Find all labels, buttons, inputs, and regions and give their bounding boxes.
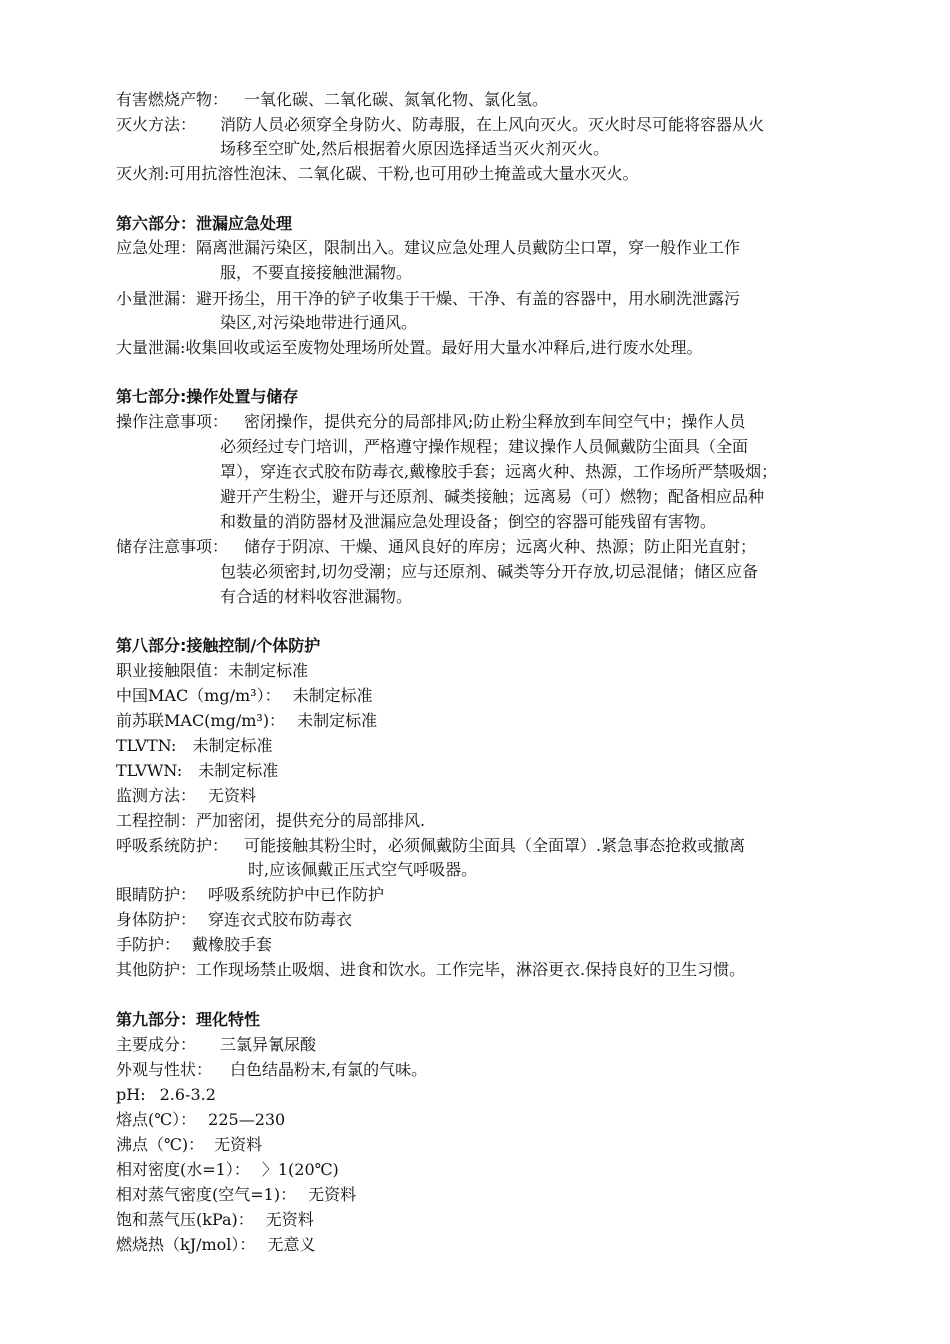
- label: 身体防护：: [116, 910, 197, 929]
- value: 225—230: [208, 1110, 286, 1129]
- line-fire-fighting-method: [116, 114, 764, 136]
- section-title-9: 第九部分：理化特性: [116, 1010, 261, 1029]
- value: 避开扬尘，用干净的铲子收集于干燥、干净、有盖的容器中，用水刷洗泄露污: [196, 289, 741, 308]
- line-storage-precautions: [116, 536, 756, 558]
- value: 白色结晶粉末,有氯的气味。: [230, 1060, 428, 1079]
- section-title-8: 第八部分:接触控制/个体防护: [116, 636, 321, 655]
- label: 相对蒸气密度(空气=1)：: [116, 1185, 297, 1204]
- label: 应急处理：: [116, 238, 197, 257]
- line-extinguishing-agent: 灭火剂:可用抗溶性泡沫、二氧化碳、干粉,也可用砂土掩盖或大量水灭火。: [116, 164, 639, 183]
- label: 监测方法：: [116, 786, 197, 805]
- line-engineering-control: 工程控制：严加密闭，提供充分的局部排风.: [116, 811, 426, 830]
- value: 未制定标准: [292, 686, 373, 705]
- line-respiratory-protection: [116, 835, 745, 857]
- label: pH:: [116, 1085, 146, 1104]
- line-melting-point: [116, 1109, 285, 1131]
- label: TLVWN:: [116, 761, 183, 780]
- line-respiratory-protection-cont: 时,应该佩戴正压式空气呼吸器。: [248, 860, 478, 879]
- line-large-leak: 大量泄漏:收集回收或运至废物处理场所处置。最好用大量水冲释后,进行废水处理。: [116, 338, 703, 357]
- label: 沸点（℃)：: [116, 1135, 205, 1154]
- section-title-7: 第七部分:操作处置与储存: [116, 387, 299, 406]
- label: 饱和蒸气压(kPa)：: [116, 1210, 254, 1229]
- value: 无资料: [308, 1185, 357, 1204]
- line-monitoring-method: [116, 785, 256, 807]
- line-handling-cont-4: 和数量的消防器材及泄漏应急处理设备；倒空的容器可能残留有害物。: [220, 512, 717, 531]
- label: 灭火方法：: [116, 115, 197, 134]
- value: 戴橡胶手套: [192, 935, 273, 954]
- line-heat-of-combustion: [116, 1234, 315, 1256]
- label: 手防护：: [116, 935, 181, 954]
- line-saturated-vapor-pressure: [116, 1209, 314, 1231]
- label: 眼睛防护：: [116, 885, 197, 904]
- label: 燃烧热（kJ/mol）：: [116, 1235, 256, 1254]
- line-storage-cont-1: 包装必须密封,切勿受潮；应与还原剂、碱类等分开存放,切忌混储；储区应备: [220, 562, 759, 581]
- line-ph: [116, 1084, 216, 1106]
- label: 呼吸系统防护：: [116, 836, 229, 855]
- line-storage-cont-2: 有合适的材料收容泄漏物。: [220, 587, 413, 606]
- line-appearance: [116, 1059, 427, 1081]
- value: 未制定标准: [192, 736, 273, 755]
- line-hazardous-combustion-products: [116, 89, 548, 111]
- value: 密闭操作，提供充分的局部排风;防止粉尘释放到车间空气中；操作人员: [244, 412, 746, 431]
- label: 操作注意事项：: [116, 412, 229, 431]
- value: 呼吸系统防护中已作防护: [208, 885, 385, 904]
- line-boiling-point: [116, 1134, 262, 1156]
- value: 三氯异氰尿酸: [220, 1035, 317, 1054]
- value: 隔离泄漏污染区，限制出入。建议应急处理人员戴防尘口罩，穿一般作业工作: [196, 238, 741, 257]
- line-fire-fighting-method-cont: 场移至空旷处,然后根据着火原因选择适当灭火剂灭火。: [220, 139, 610, 158]
- line-body-protection: [116, 909, 352, 931]
- line-main-component: [116, 1034, 316, 1056]
- line-hand-protection: [116, 934, 272, 956]
- line-eye-protection: [116, 884, 384, 906]
- value: 一氧化碳、二氧化碳、氮氧化物、氯化氢。: [244, 90, 549, 109]
- line-china-mac: [116, 685, 373, 707]
- line-exposure-limit: 职业接触限值：未制定标准: [116, 661, 309, 680]
- label: 前苏联MAC(mg/m³)：: [116, 711, 286, 730]
- label: 储存注意事项：: [116, 537, 229, 556]
- value: 〉1(20℃): [261, 1160, 339, 1179]
- line-emergency-treatment-cont: 服，不要直接接触泄漏物。: [220, 263, 413, 282]
- line-handling-precautions: [116, 411, 745, 433]
- value: 穿连衣式胶布防毒衣: [208, 910, 353, 929]
- value: 可能接触其粉尘时，必须佩戴防尘面具（全面罩）.紧急事态抢救或撤离: [244, 836, 746, 855]
- section-title-6: 第六部分：泄漏应急处理: [116, 214, 293, 233]
- line-emergency-treatment: [116, 237, 740, 259]
- value: 无资料: [208, 786, 257, 805]
- line-small-leak-cont: 染区,对污染地带进行通风。: [220, 313, 418, 332]
- label: TLVTN:: [116, 736, 177, 755]
- line-tlvtn: [116, 735, 272, 757]
- value: 未制定标准: [198, 761, 279, 780]
- line-small-leak: [116, 288, 740, 310]
- value: 无意义: [267, 1235, 316, 1254]
- value: 未制定标准: [297, 711, 378, 730]
- value: 无资料: [214, 1135, 263, 1154]
- line-handling-cont-2: 罩），穿连衣式胶布防毒衣,戴橡胶手套；远离火种、热源，工作场所严禁吸烟；: [220, 462, 778, 481]
- value: 2.6-3.2: [159, 1085, 216, 1104]
- label: 小量泄漏：: [116, 289, 197, 308]
- label: 相对密度(水=1）：: [116, 1160, 250, 1179]
- label: 熔点(℃）：: [116, 1110, 197, 1129]
- value: 无资料: [265, 1210, 314, 1229]
- line-relative-density: [116, 1159, 339, 1181]
- label: 外观与性状：: [116, 1060, 213, 1079]
- line-ussr-mac: [116, 710, 377, 732]
- label: 主要成分：: [116, 1035, 197, 1054]
- value: 消防人员必须穿全身防火、防毒服，在上风向灭火。灭火时尽可能将容器从火: [220, 115, 765, 134]
- line-handling-cont-3: 避开产生粉尘，避开与还原剂、碱类接触；远离易（可）燃物；配备相应品种: [220, 487, 765, 506]
- value: 储存于阴凉、干燥、通风良好的库房；远离火种、热源；防止阳光直射；: [244, 537, 757, 556]
- line-other-protection: 其他防护：工作现场禁止吸烟、进食和饮水。工作完毕，淋浴更衣.保持良好的卫生习惯。: [116, 960, 746, 979]
- label: 有害燃烧产物：: [116, 90, 229, 109]
- line-tlvwn: [116, 760, 278, 782]
- label: 中国MAC（mg/m³）：: [116, 686, 281, 705]
- line-handling-cont-1: 必须经过专门培训，严格遵守操作规程；建议操作人员佩戴防尘面具（全面: [220, 437, 749, 456]
- line-relative-vapor-density: [116, 1184, 356, 1206]
